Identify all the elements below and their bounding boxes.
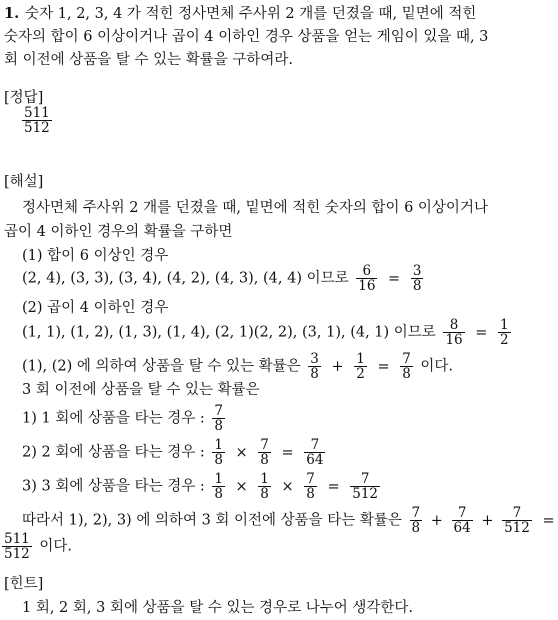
step2-line: 2) 2 회에 상품을 타는 경우 : $\frac{1}{8}$ × $\frac{7}{8}$ = $\frac{7}{64}$: [22, 437, 324, 469]
answer-heading: [정답]: [4, 90, 44, 106]
case2-title: (2) 곱이 4 이하인 경우: [22, 300, 169, 316]
three-rounds-intro: 3 회 이전에 상품을 탈 수 있는 확률은: [22, 382, 260, 398]
explanation-heading: [해설]: [4, 174, 44, 190]
answer-fraction: $\frac{511}{512}$: [24, 105, 50, 137]
hint-heading: [힌트]: [4, 576, 44, 592]
final-line-1: 따라서 1), 2), 3) 에 의하여 3 회 이전에 상품을 타는 확률은 $\frac{7}{8}$ + $\frac{7}{64}$ + $\frac{7}{512}$ =: [22, 505, 555, 537]
problem-line-2: 숫자의 합이 6 이상이거나 곱이 4 이하인 경우 상품을 얻는 게임이 있을 때, 3: [4, 29, 489, 45]
hint-text: 1 회, 2 회, 3 회에 상품을 탈 수 있는 경우로 나누어 생각한다.: [22, 600, 413, 616]
case2-result: (1, 1), (1, 2), (1, 3), (1, 4), (2, 1)(2, 2), (3, 1), (4, 1) 이므로 $\frac{8}{16}$ = $\frac{1}{2}$: [22, 317, 509, 349]
problem-number: 1.: [4, 5, 20, 22]
case1-result: (2, 4), (3, 3), (3, 4), (4, 2), (4, 3), (4, 4) 이므로 $\frac{6}{16}$ = $\frac{3}{8}$: [22, 263, 422, 295]
problem-line-1: 1. 숫자 1, 2, 3, 4 가 적힌 정사면체 주사위 2 개를 던졌을 때, 밑면에 적힌: [4, 5, 477, 22]
problem-line-3: 회 이전에 상품을 탈 수 있는 확률을 구하여라.: [4, 52, 293, 68]
explanation-intro-1: 정사면체 주사위 2 개를 던졌을 때, 밑면에 적힌 숫자의 합이 6 이상이거나: [22, 200, 488, 216]
final-line-2: $\frac{511}{512}$ 이다.: [4, 531, 73, 563]
step3-line: 3) 3 회에 상품을 타는 경우 : $\frac{1}{8}$ × $\frac{1}{8}$ × $\frac{7}{8}$ = $\frac{7}{512}$: [22, 471, 379, 503]
case1-title: (1) 합이 6 이상인 경우: [22, 248, 169, 264]
explanation-intro-2: 곱이 4 이하인 경우의 확률을 구하면: [4, 224, 233, 240]
combined-probability: (1), (2) 에 의하여 상품을 탈 수 있는 확률은 $\frac{3}{8}$ + $\frac{1}{2}$ = $\frac{7}{8}$ 이다.: [22, 351, 454, 383]
step1-line: 1) 1 회에 상품을 타는 경우 : $\frac{7}{8}$: [22, 403, 223, 435]
